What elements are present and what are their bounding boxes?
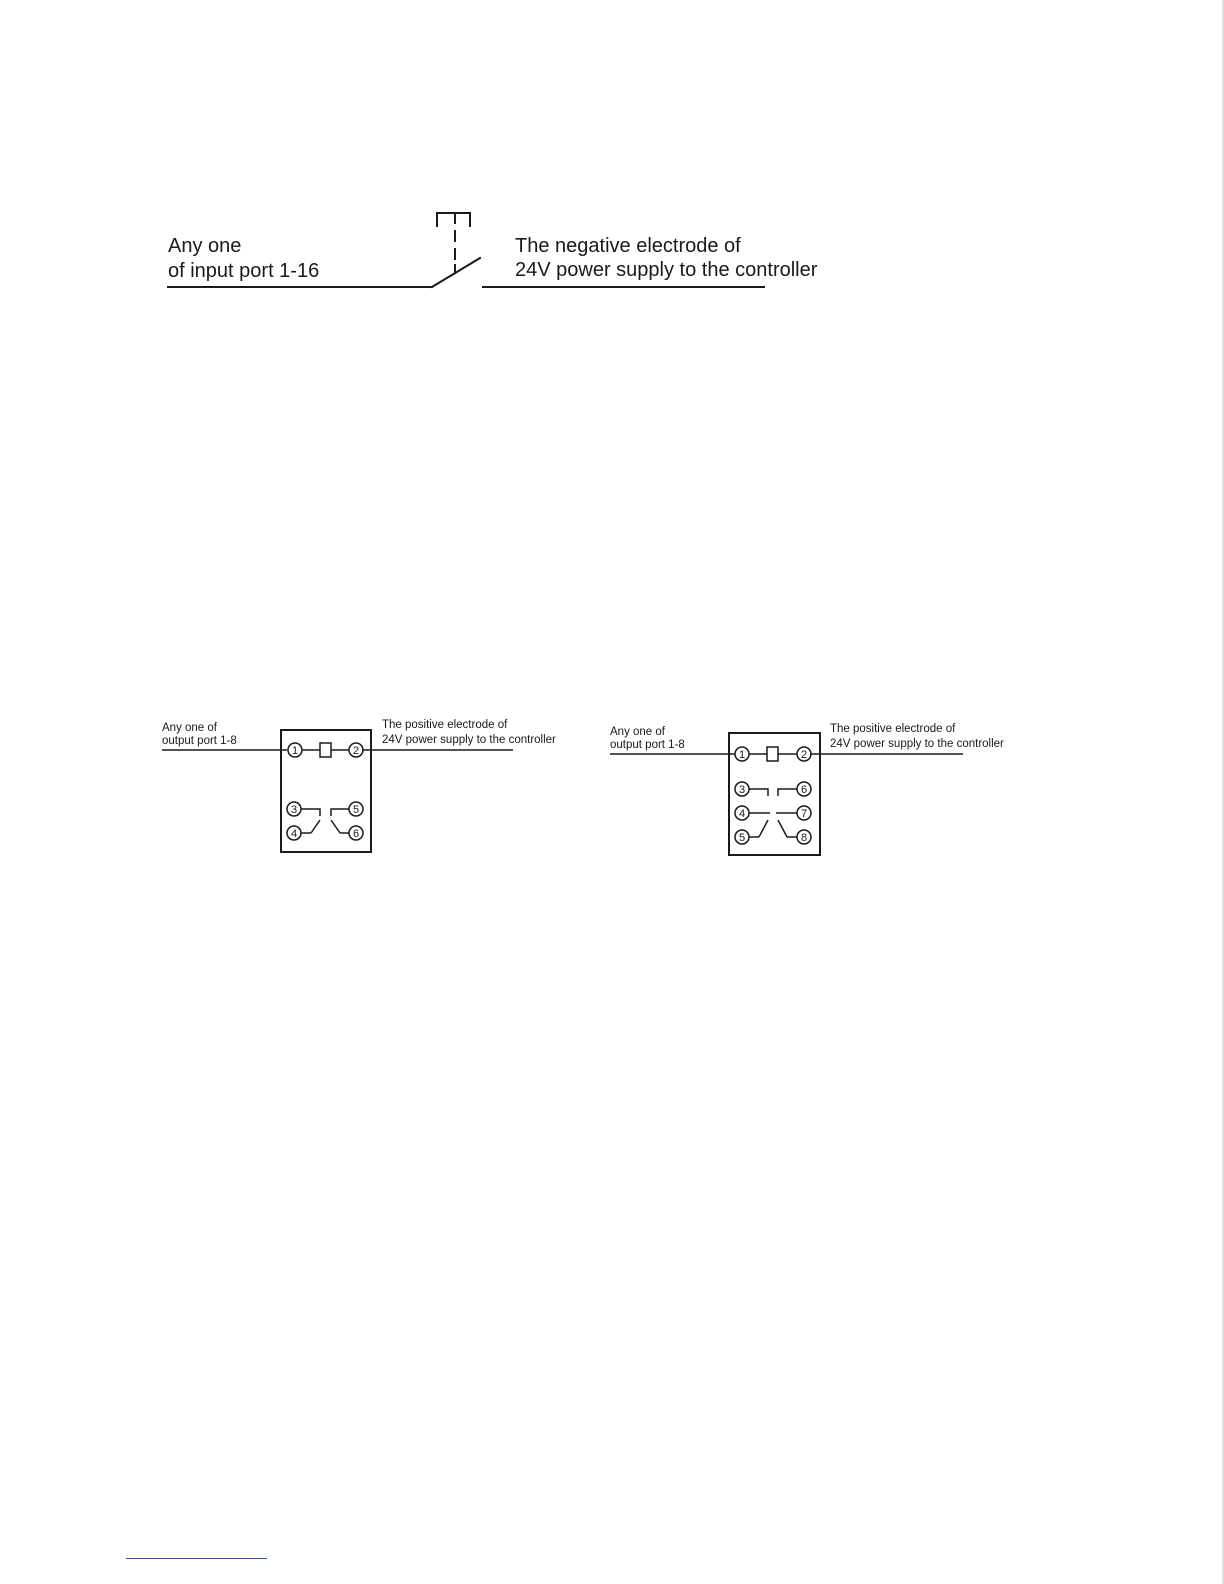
input-port-label-line2: of input port 1-16 bbox=[168, 260, 320, 282]
pin-label: 5 bbox=[738, 832, 746, 844]
output-port-label-line1: Any one of bbox=[610, 726, 665, 738]
pin-label: 7 bbox=[800, 808, 808, 820]
pin-label: 6 bbox=[800, 784, 808, 796]
pin-label: 4 bbox=[738, 808, 746, 820]
negative-electrode-label-line2: 24V power supply to the controller bbox=[515, 259, 818, 281]
pin-label: 8 bbox=[800, 832, 808, 844]
positive-electrode-label-line1: The positive electrode of bbox=[382, 719, 508, 731]
pin-label: 5 bbox=[352, 804, 360, 816]
pin-label: 1 bbox=[738, 749, 746, 761]
negative-electrode-label-line1: The negative electrode of bbox=[515, 235, 741, 257]
pin-label: 3 bbox=[738, 784, 746, 796]
pin-label: 2 bbox=[352, 745, 360, 757]
pin-label: 1 bbox=[291, 745, 299, 757]
pin-label: 2 bbox=[800, 749, 808, 761]
pin-label: 4 bbox=[290, 828, 298, 840]
pin-label: 3 bbox=[290, 804, 298, 816]
input-port-label-line1: Any one bbox=[168, 235, 242, 257]
output-port-label-line2: output port 1-8 bbox=[162, 735, 237, 747]
positive-electrode-label-line1: The positive electrode of bbox=[830, 723, 956, 735]
output-port-label-line1: Any one of bbox=[162, 722, 217, 734]
output-port-label-line2: output port 1-8 bbox=[610, 739, 685, 751]
positive-electrode-label-line2: 24V power supply to the controller bbox=[830, 738, 1004, 750]
footnote-separator bbox=[126, 1558, 267, 1559]
pin-label: 6 bbox=[352, 828, 360, 840]
positive-electrode-label-line2: 24V power supply to the controller bbox=[382, 734, 556, 746]
